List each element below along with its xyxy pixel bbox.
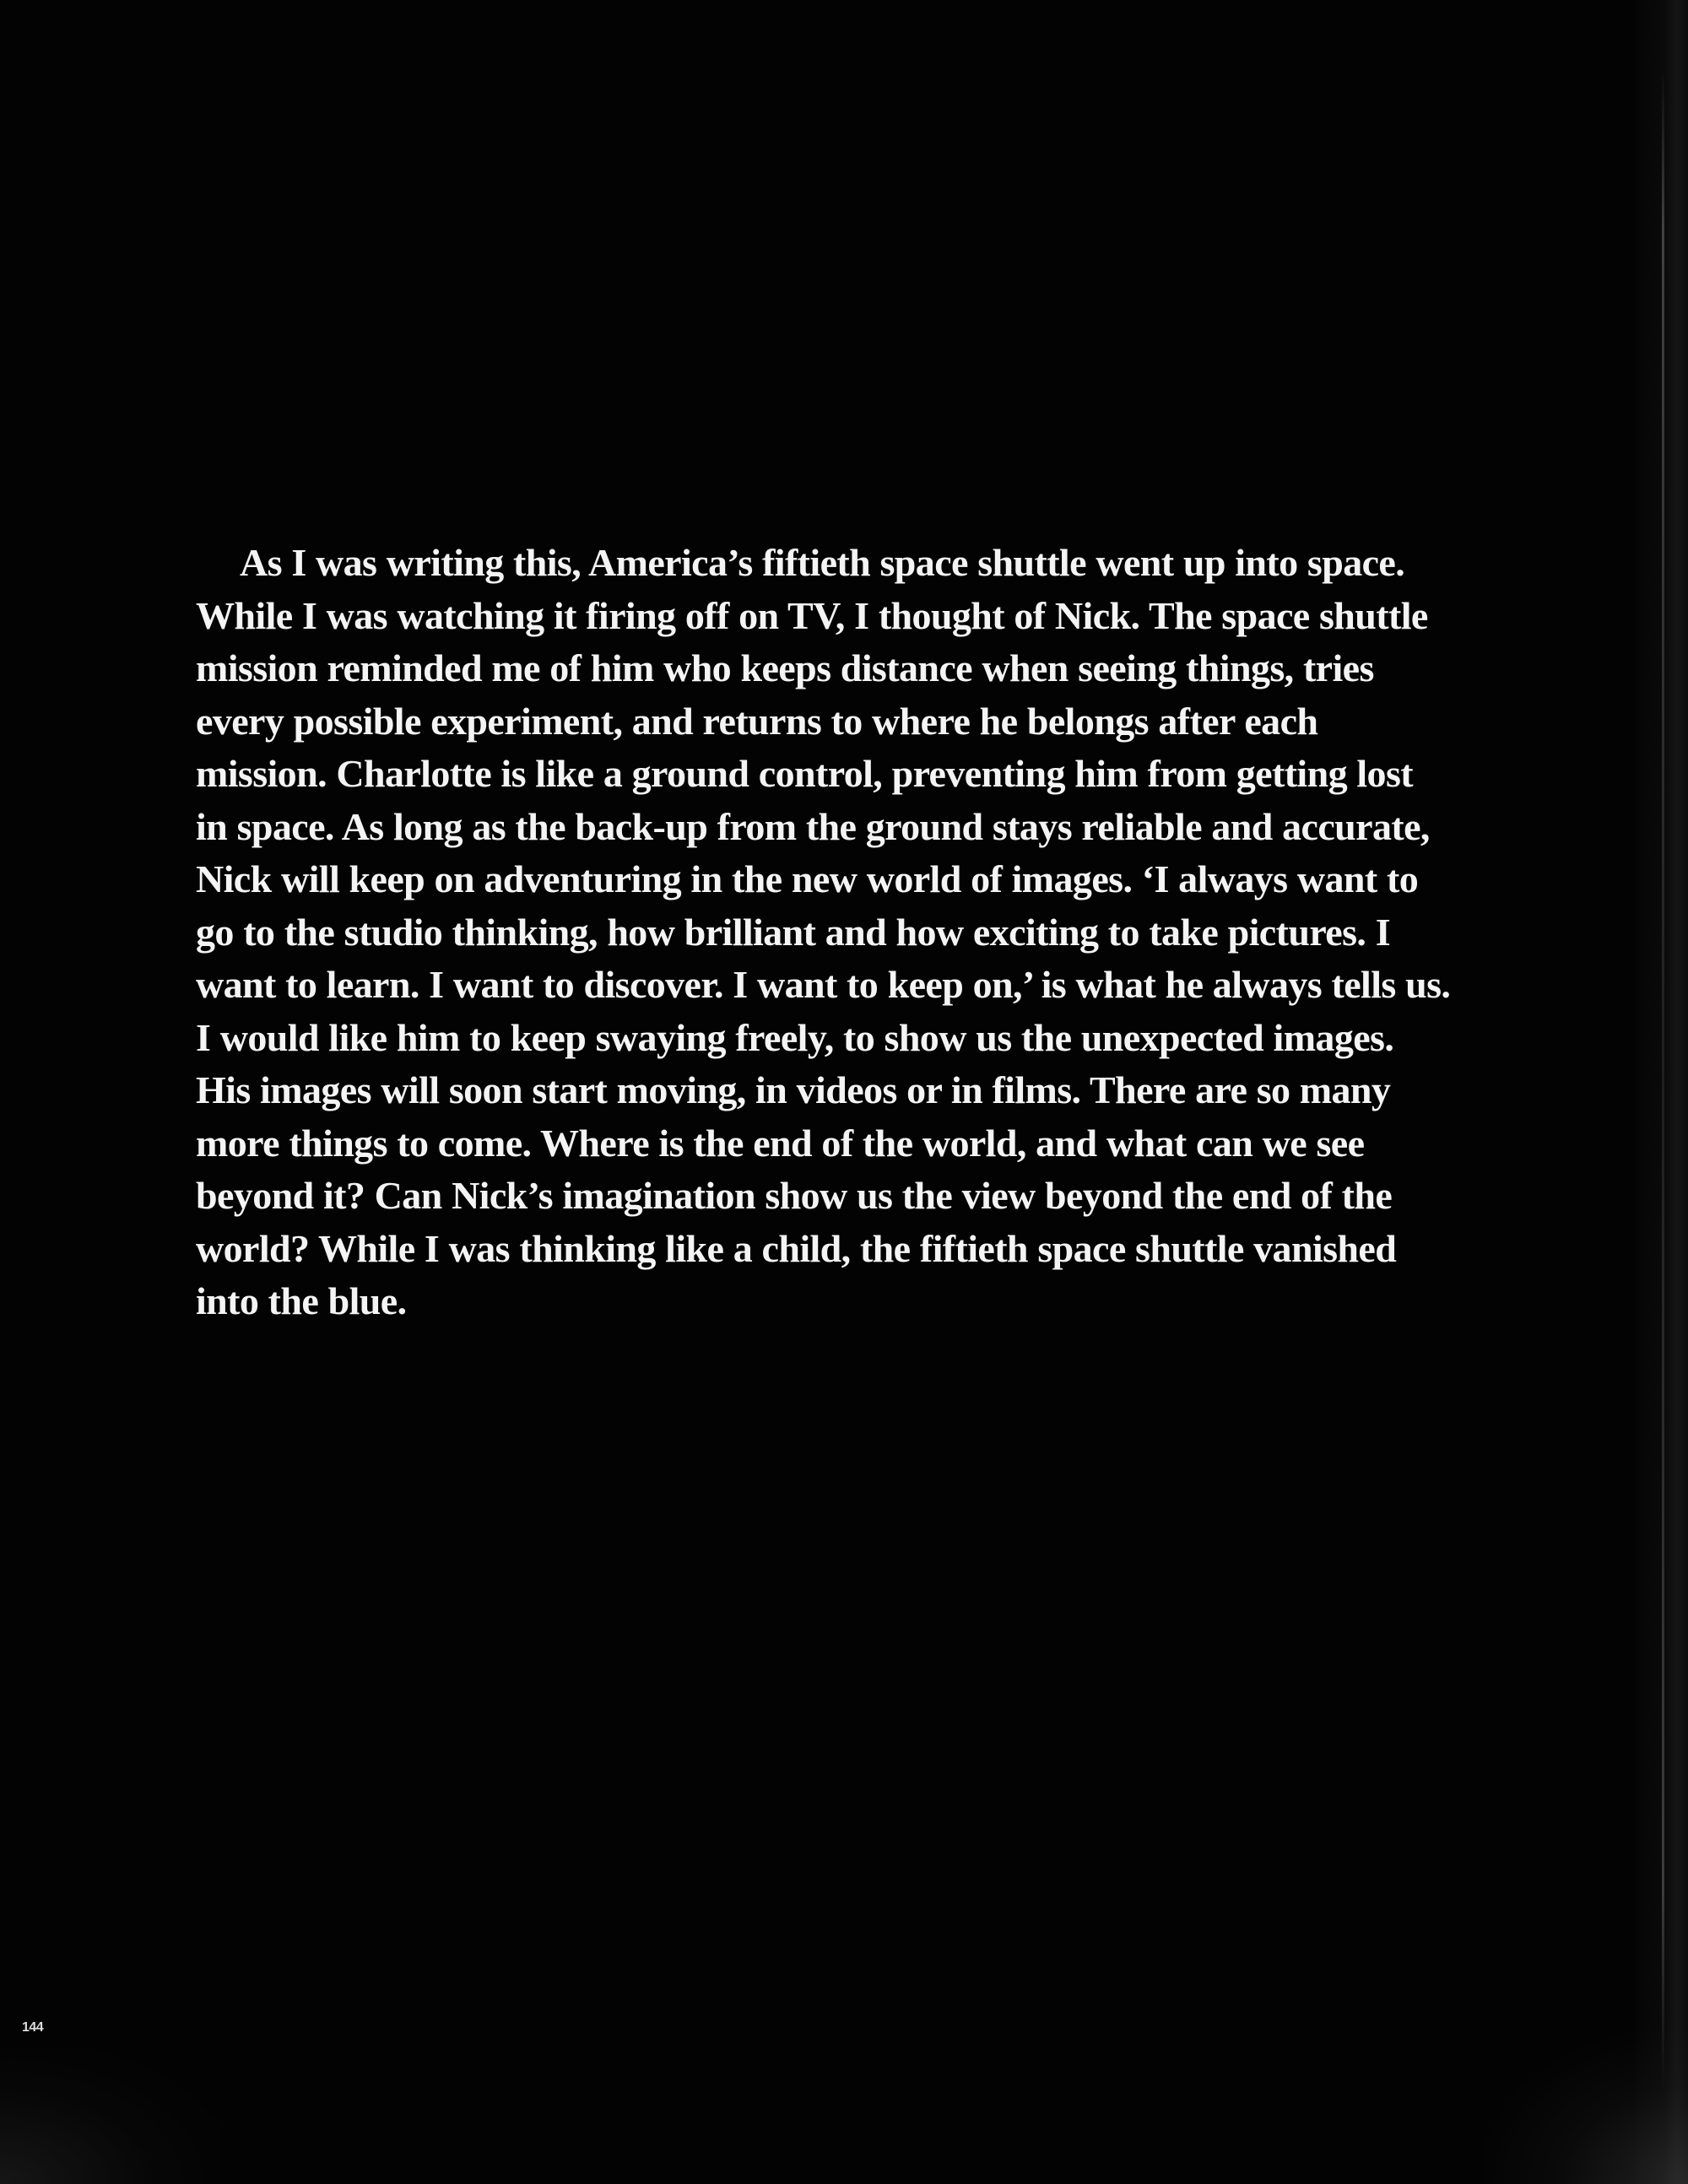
page-corner-wear-right (1485, 2032, 1688, 2184)
page-corner-wear-left (0, 2049, 219, 2184)
page-gutter (1636, 0, 1688, 2184)
page-number: 144 (22, 2020, 44, 2035)
spine-line (1662, 68, 1664, 2093)
essay-paragraph: As I was writing this, America’s fiftieth space shuttle went up into space. While I was watching it firing off on TV, I thought of Nick. The space shuttle mission reminded me of him who keeps distance when seeing things, tries every possible experiment, and returns to where he belongs after each mission. Charlotte is like a ground control, preventing him from getting lost in space. As long as the back-up from the ground stays reliable and accurate, Nick will keep on adventuring in the new world of images. ‘I always want to go to the studio thinking, how brilliant and how exciting to take pictures. I want to learn. I want to discover. I want to keep on,’ is what he always tells us. I would like him to keep swaying freely, to show us the unexpected images. His images will soon start moving, in videos or in films. There are so many more things to come. Where is the end of the world, and what can we see beyond it? Can Nick’s imagination show us the view beyond the end of the world? While I was thinking like a child, the fiftieth space shuttle vanished into the blue. (196, 541, 1451, 1322)
